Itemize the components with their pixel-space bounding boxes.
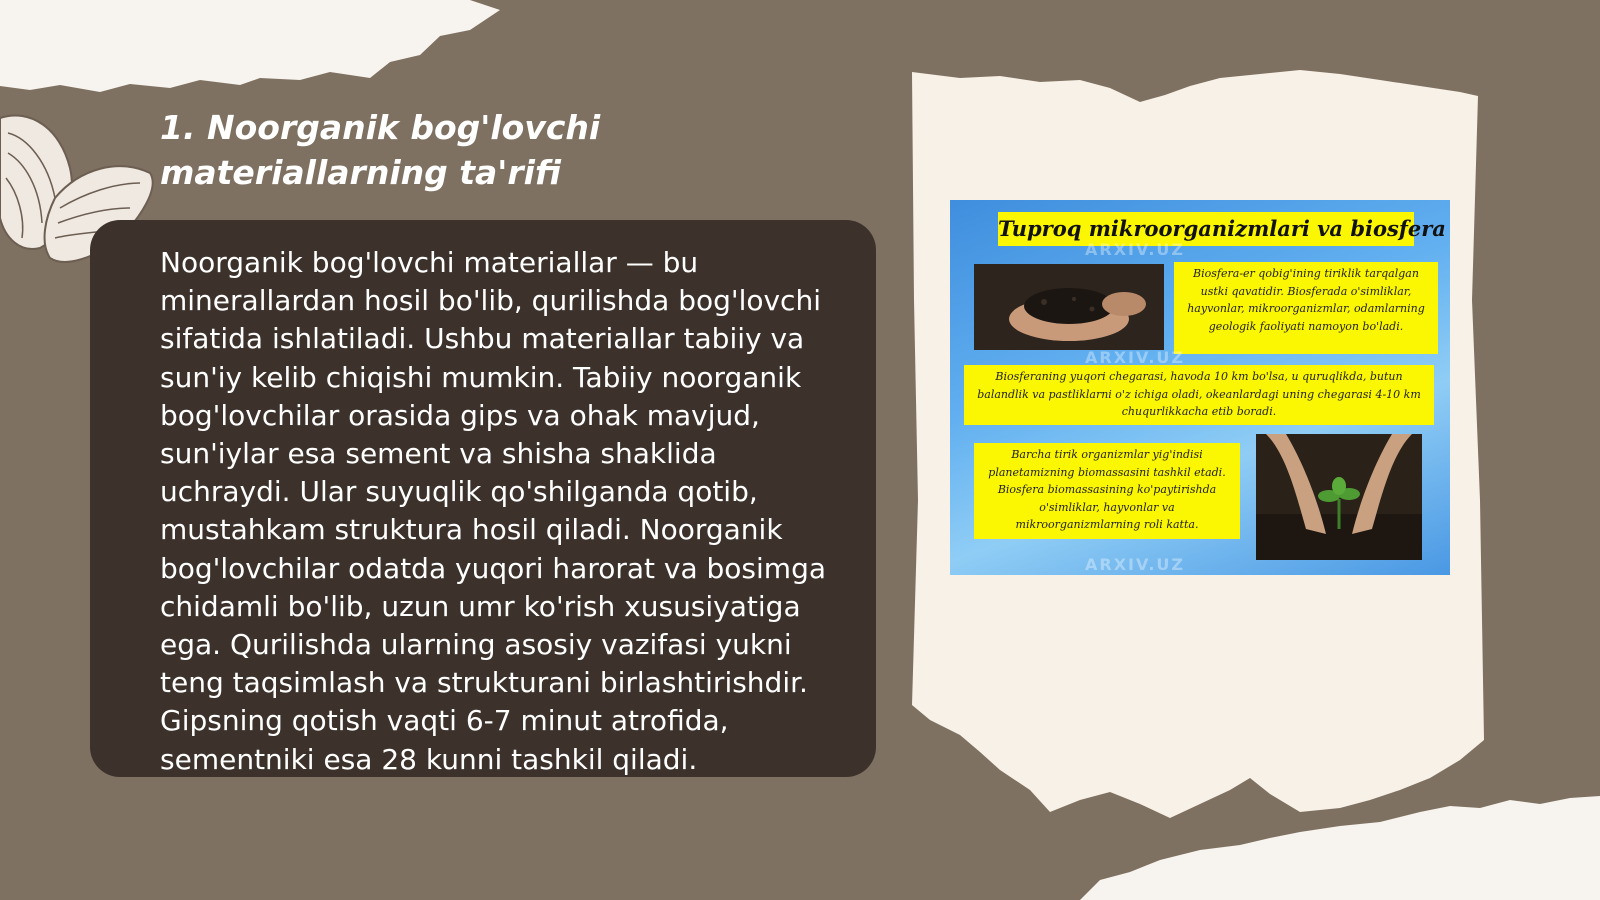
seedling-hands-image <box>1256 434 1422 560</box>
picture-frame <box>950 200 1450 575</box>
info-box-boundaries: Biosferaning yuqori chegarasi, havoda 10 km bo'lsa, u quruqlikda, butun balandlik va pastliklarni o'z ichiga oladi, okeanlardagi uning chegarasi 4-10 km chuqurlikkacha etib boradi. <box>964 365 1434 425</box>
soil-hands-image <box>974 264 1164 350</box>
watermark: ARXIV.UZ <box>1085 240 1185 259</box>
body-text: Noorganik bog'lovchi materiallar — bu minerallardan hosil bo'lib, qurilishda bog'lovchi sifatida ishlatiladi. Ushbu materiallar tabiiy va sun'iy kelib chiqishi mumkin. Tabiiy noorganik bog'lovchilar orasida gips va ohak mavjud, sun'iylar esa sement va shisha shaklida uchraydi. Ular suyuqlik qo'shilganda qotib, mustahkam struktura hosil qiladi. Noorganik bog'lovchilar odatda yuqori harorat va bosimga chidamli bo'lib, uzun umr ko'rish xususiyatiga ega. Qurilishda ularning asosiy vazifasi yukni teng taqsimlash va strukturani birlashtirishdir. Gipsning qotish vaqti 6-7 minut atrofida, sementniki esa 28 kunni tashkil qiladi. <box>160 246 826 776</box>
info-box-biosphere: Biosfera-er qobig'ining tiriklik tarqalgan ustki qavatidir. Biosferada o'simliklar, hayvonlar, mikroorganizmlar, odamlarning geologik faoliyati namoyon bo'ladi. <box>1174 262 1438 354</box>
picture-title: Tuproq mikroorganizmlari va biosfera <box>998 212 1414 246</box>
watermark: ARXIV.UZ <box>1085 348 1185 367</box>
torn-paper-top-left <box>0 0 500 92</box>
info-box-biomass: Barcha tirik organizmlar yig'indisi planetamizning biomassasini tashkil etadi. Biosfera biomassasining ko'paytirishda o'simliklar, hayvonlar va mikroorganizmlarning roli katta. <box>974 443 1240 539</box>
slide-title: 1. Noorganik bog'lovchi materiallarning ta'rifi <box>160 108 601 192</box>
watermark: ARXIV.UZ <box>1085 555 1185 574</box>
